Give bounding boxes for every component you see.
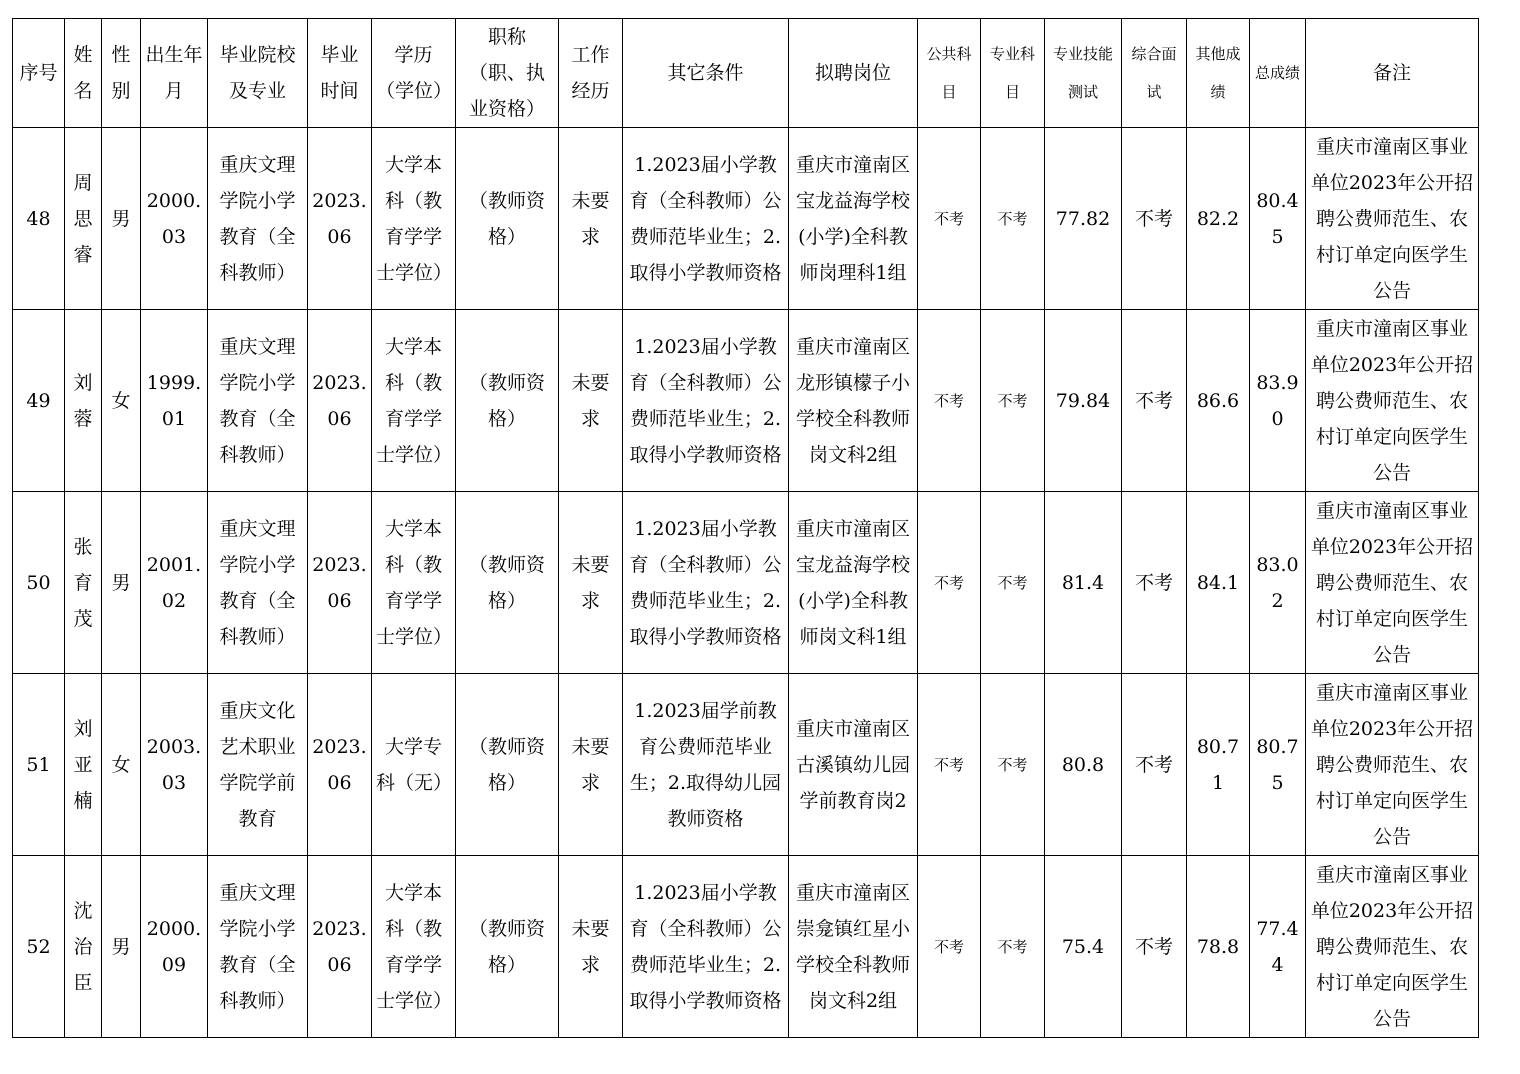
cell-cond: 1.2023届小学教育（全科教师）公费师范毕业生；2.取得小学教师资格: [623, 128, 789, 310]
cell-note: 重庆市潼南区事业单位2023年公开招聘公费师范生、农村订单定向医学生公告: [1306, 674, 1479, 856]
header-interview: 综合面试: [1122, 19, 1187, 128]
header-name: 姓名: [65, 19, 102, 128]
cell-public: 不考: [918, 856, 981, 1038]
cell-skill: 81.4: [1045, 492, 1122, 674]
cell-other: 84.1: [1187, 492, 1250, 674]
cell-no: 51: [13, 674, 65, 856]
cell-birth: 1999.01: [141, 310, 208, 492]
cell-interview: 不考: [1122, 128, 1187, 310]
header-post: 拟聘岗位: [789, 19, 918, 128]
cell-edu: 大学本科（教育学学士学位）: [372, 856, 456, 1038]
header-school: 毕业院校及专业: [208, 19, 308, 128]
cell-birth: 2000.03: [141, 128, 208, 310]
cell-birth: 2001.02: [141, 492, 208, 674]
cell-public: 不考: [918, 674, 981, 856]
cell-edu: 大学本科（教育学学士学位）: [372, 310, 456, 492]
cell-note: 重庆市潼南区事业单位2023年公开招聘公费师范生、农村订单定向医学生公告: [1306, 310, 1479, 492]
header-exp: 工作经历: [559, 19, 623, 128]
cell-cond: 1.2023届小学教育（全科教师）公费师范毕业生；2.取得小学教师资格: [623, 310, 789, 492]
cell-skill: 80.8: [1045, 674, 1122, 856]
cell-school: 重庆文理学院小学教育（全科教师）: [208, 310, 308, 492]
table-row: [13, 674, 1479, 856]
cell-name: 周思睿: [65, 128, 102, 310]
cell-total: 83.90: [1250, 310, 1306, 492]
results-table: [12, 18, 1479, 1038]
cell-total: 80.45: [1250, 128, 1306, 310]
cell-note: 重庆市潼南区事业单位2023年公开招聘公费师范生、农村订单定向医学生公告: [1306, 492, 1479, 674]
cell-total: 77.44: [1250, 856, 1306, 1038]
cell-cond: 1.2023届小学教育（全科教师）公费师范毕业生；2.取得小学教师资格: [623, 492, 789, 674]
cell-gender: 女: [102, 674, 141, 856]
cell-birth: 2003.03: [141, 674, 208, 856]
cell-professional: 不考: [981, 492, 1045, 674]
table-row: [13, 310, 1479, 492]
cell-name: 张育茂: [65, 492, 102, 674]
cell-professional: 不考: [981, 856, 1045, 1038]
cell-professional: 不考: [981, 128, 1045, 310]
cell-birth: 2000.09: [141, 856, 208, 1038]
cell-title: （教师资格）: [456, 674, 559, 856]
cell-exp: 未要求: [559, 674, 623, 856]
cell-grad: 2023.06: [308, 492, 372, 674]
cell-other: 80.71: [1187, 674, 1250, 856]
cell-exp: 未要求: [559, 856, 623, 1038]
cell-skill: 79.84: [1045, 310, 1122, 492]
cell-public: 不考: [918, 492, 981, 674]
cell-public: 不考: [918, 128, 981, 310]
cell-interview: 不考: [1122, 310, 1187, 492]
cell-cond: 1.2023届小学教育（全科教师）公费师范毕业生；2.取得小学教师资格: [623, 856, 789, 1038]
cell-school: 重庆文理学院小学教育（全科教师）: [208, 492, 308, 674]
cell-grad: 2023.06: [308, 128, 372, 310]
cell-gender: 男: [102, 492, 141, 674]
cell-name: 沈治臣: [65, 856, 102, 1038]
cell-post: 重庆市潼南区宝龙益海学校(小学)全科教师岗文科1组: [789, 492, 918, 674]
cell-edu: 大学本科（教育学学士学位）: [372, 492, 456, 674]
cell-post: 重庆市潼南区龙形镇檬子小学校全科教师岗文科2组: [789, 310, 918, 492]
cell-skill: 77.82: [1045, 128, 1122, 310]
cell-gender: 男: [102, 856, 141, 1038]
cell-post: 重庆市潼南区古溪镇幼儿园学前教育岗2: [789, 674, 918, 856]
cell-interview: 不考: [1122, 856, 1187, 1038]
cell-skill: 75.4: [1045, 856, 1122, 1038]
cell-other: 86.6: [1187, 310, 1250, 492]
cell-cond: 1.2023届学前教育公费师范毕业生；2.取得幼儿园教师资格: [623, 674, 789, 856]
cell-no: 48: [13, 128, 65, 310]
cell-other: 82.2: [1187, 128, 1250, 310]
cell-gender: 男: [102, 128, 141, 310]
header-note: 备注: [1306, 19, 1479, 128]
cell-total: 80.75: [1250, 674, 1306, 856]
header-row: [13, 19, 1479, 128]
cell-professional: 不考: [981, 310, 1045, 492]
cell-professional: 不考: [981, 674, 1045, 856]
cell-gender: 女: [102, 310, 141, 492]
cell-name: 刘蓉: [65, 310, 102, 492]
header-gender: 性别: [102, 19, 141, 128]
header-skill: 专业技能测试: [1045, 19, 1122, 128]
cell-exp: 未要求: [559, 310, 623, 492]
cell-post: 重庆市潼南区宝龙益海学校(小学)全科教师岗理科1组: [789, 128, 918, 310]
cell-public: 不考: [918, 310, 981, 492]
cell-post: 重庆市潼南区崇龛镇红星小学校全科教师岗文科2组: [789, 856, 918, 1038]
table-row: [13, 856, 1479, 1038]
cell-no: 50: [13, 492, 65, 674]
header-public: 公共科目: [918, 19, 981, 128]
header-grad: 毕业时间: [308, 19, 372, 128]
table-row: [13, 128, 1479, 310]
cell-other: 78.8: [1187, 856, 1250, 1038]
cell-title: （教师资格）: [456, 856, 559, 1038]
table-row: [13, 492, 1479, 674]
cell-note: 重庆市潼南区事业单位2023年公开招聘公费师范生、农村订单定向医学生公告: [1306, 856, 1479, 1038]
header-total: 总成绩: [1250, 19, 1306, 128]
cell-grad: 2023.06: [308, 856, 372, 1038]
cell-school: 重庆文理学院小学教育（全科教师）: [208, 128, 308, 310]
cell-total: 83.02: [1250, 492, 1306, 674]
cell-title: （教师资格）: [456, 310, 559, 492]
header-birth: 出生年月: [141, 19, 208, 128]
cell-school: 重庆文理学院小学教育（全科教师）: [208, 856, 308, 1038]
cell-interview: 不考: [1122, 492, 1187, 674]
header-title: 职称（职、执业资格）: [456, 19, 559, 128]
cell-title: （教师资格）: [456, 492, 559, 674]
header-professional: 专业科目: [981, 19, 1045, 128]
cell-no: 49: [13, 310, 65, 492]
header-cond: 其它条件: [623, 19, 789, 128]
header-no: 序号: [13, 19, 65, 128]
cell-interview: 不考: [1122, 674, 1187, 856]
cell-school: 重庆文化艺术职业学院学前教育: [208, 674, 308, 856]
cell-edu: 大学专科（无）: [372, 674, 456, 856]
cell-exp: 未要求: [559, 492, 623, 674]
header-other: 其他成绩: [1187, 19, 1250, 128]
cell-no: 52: [13, 856, 65, 1038]
cell-exp: 未要求: [559, 128, 623, 310]
header-edu: 学历（学位）: [372, 19, 456, 128]
cell-note: 重庆市潼南区事业单位2023年公开招聘公费师范生、农村订单定向医学生公告: [1306, 128, 1479, 310]
cell-title: （教师资格）: [456, 128, 559, 310]
cell-grad: 2023.06: [308, 674, 372, 856]
cell-edu: 大学本科（教育学学士学位）: [372, 128, 456, 310]
cell-name: 刘亚楠: [65, 674, 102, 856]
cell-grad: 2023.06: [308, 310, 372, 492]
